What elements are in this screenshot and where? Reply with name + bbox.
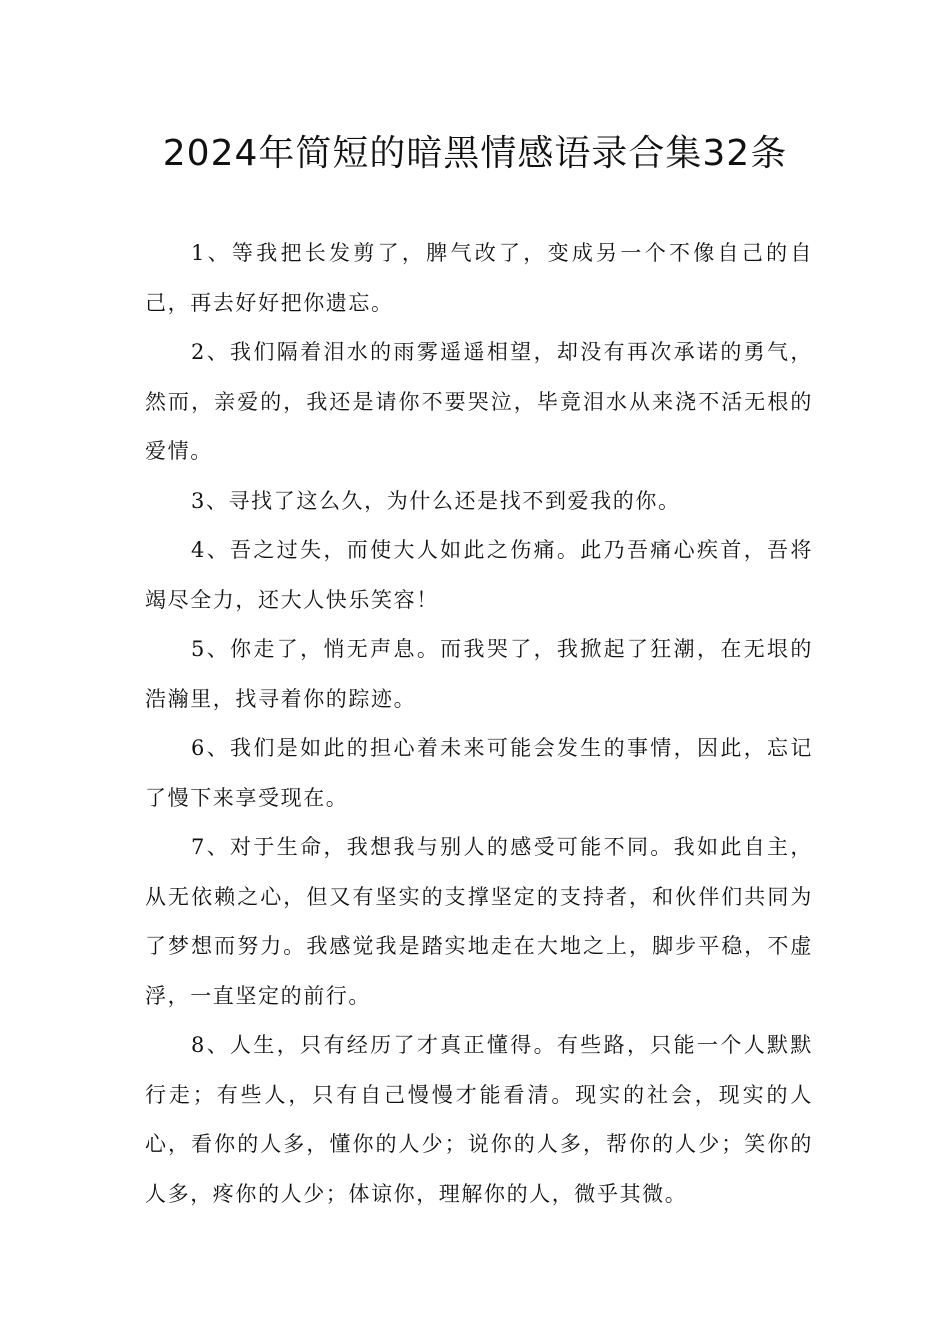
paragraph-5: 5、你走了，悄无声息。而我哭了，我掀起了狂潮，在无垠的浩瀚里，找寻着你的踪迹。 <box>145 637 813 711</box>
paragraph-2: 2、我们隔着泪水的雨雾遥遥相望，却没有再次承诺的勇气，然而，亲爱的，我还是请你不要哭泣，毕竟泪水从来浇不活无根的爱情。 <box>145 340 813 463</box>
paragraph-1: 1、等我把长发剪了，脾气改了，变成另一个不像自己的自己，再去好好把你遗忘。 <box>145 241 813 315</box>
document-body <box>145 229 813 1219</box>
paragraph-7: 7、对于生命，我想我与别人的感受可能不同。我如此自主，从无依赖之心，但又有坚实的支撑坚定的支持者，和伙伴们共同为了梦想而努力。我感觉我是踏实地走在大地之上，脚步平稳，不虚浮，一直坚定的前行。 <box>145 835 813 1008</box>
paragraph-8: 8、人生，只有经历了才真正懂得。有些路，只能一个人默默行走；有些人，只有自己慢慢才能看清。现实的社会，现实的人心，看你的人多，懂你的人少；说你的人多，帮你的人少；笑你的人多，疼你的人少；体谅你，理解你的人，微乎其微。 <box>145 1033 813 1206</box>
paragraph-6: 6、我们是如此的担心着未来可能会发生的事情，因此，忘记了慢下来享受现在。 <box>145 736 813 810</box>
paragraph-3: 3、寻找了这么久，为什么还是找不到爱我的你。 <box>191 488 681 513</box>
document-title: 2024年简短的暗黑情感语录合集32条 <box>162 133 788 174</box>
paragraph-4: 4、吾之过失，而使大人如此之伤痛。此乃吾痛心疾首，吾将竭尽全力，还大人快乐笑容！ <box>145 538 813 612</box>
